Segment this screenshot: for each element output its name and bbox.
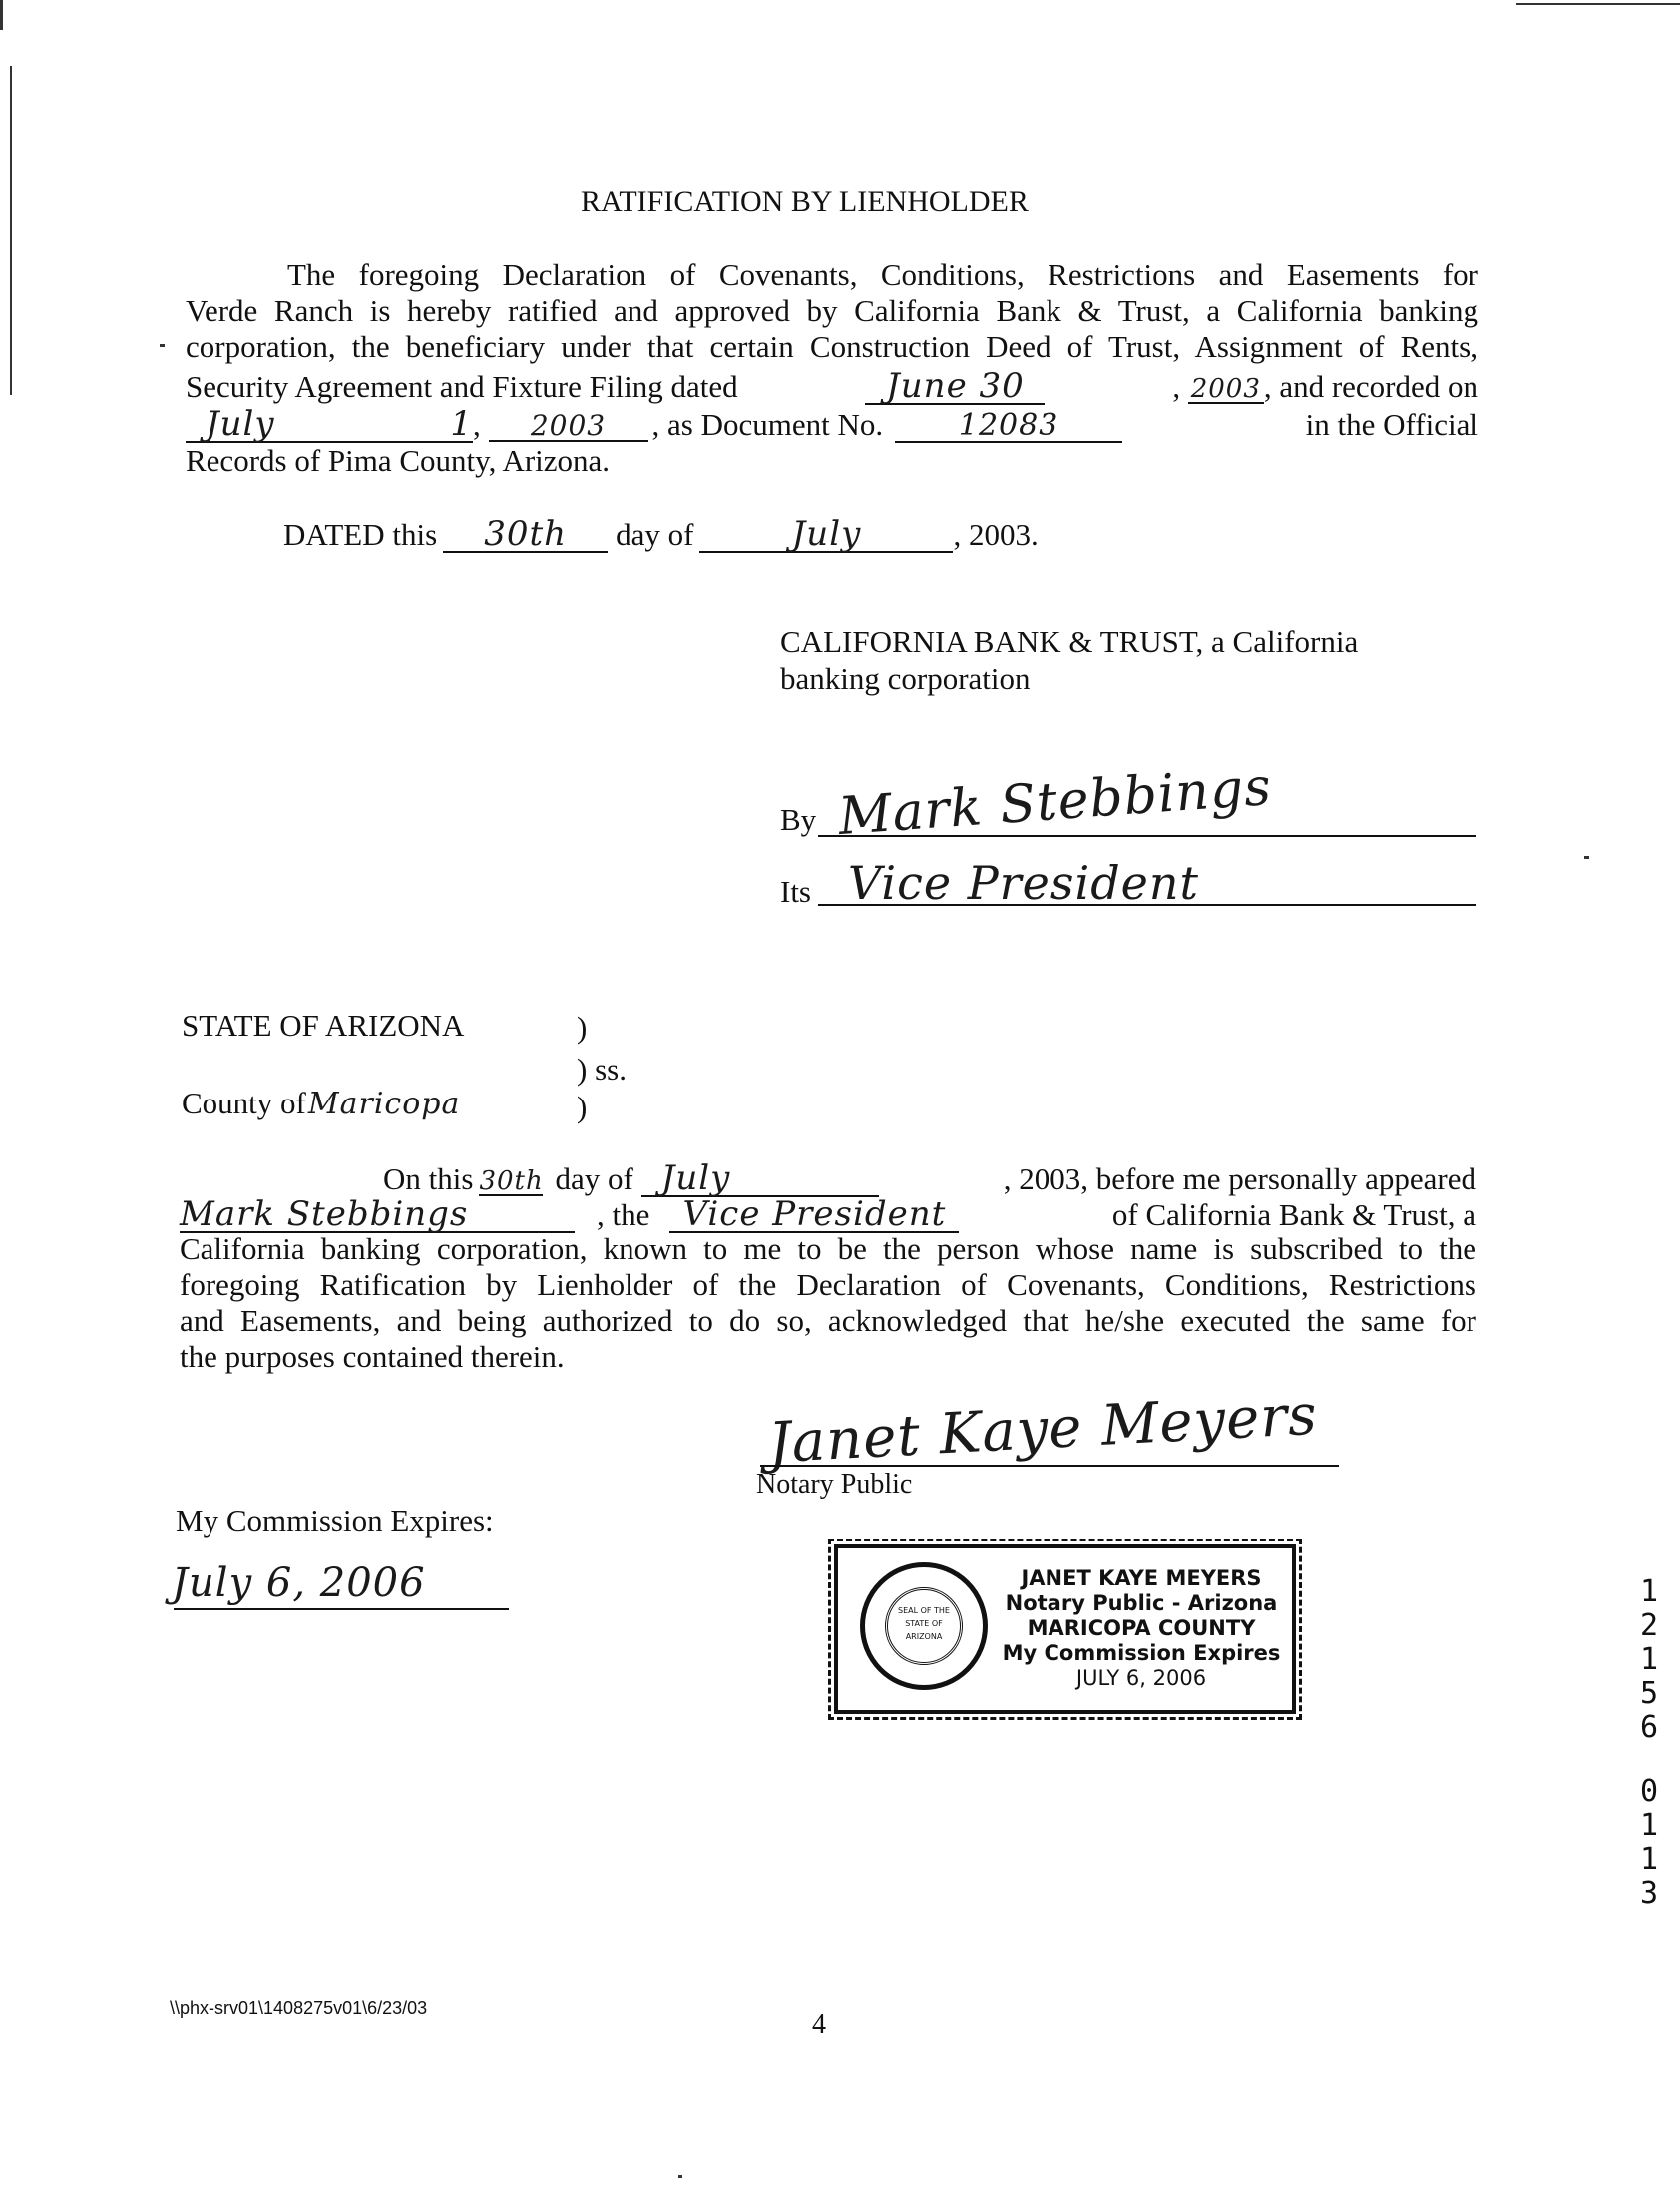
recorded-day-field: 1 xyxy=(393,407,473,443)
stamp-line-1: JANET KAYE MEYERS xyxy=(1021,1566,1262,1590)
by-label: By xyxy=(780,802,817,837)
county-value: Maricopa xyxy=(307,1087,461,1121)
document-no-label: , as Document No. xyxy=(651,407,884,442)
by-signature: Mark Stebbings xyxy=(836,756,1274,848)
its-label: Its xyxy=(780,874,811,909)
scan-artifact-dot-3 xyxy=(678,2175,682,2178)
venue-paren-1: ) xyxy=(577,1010,588,1045)
margin-digit-7: 1 xyxy=(1639,1808,1659,1843)
stamp-line-4: My Commission Expires xyxy=(1002,1641,1281,1665)
ack-title-field: Vice President xyxy=(669,1197,959,1233)
dated-day-field: 30th xyxy=(443,517,608,553)
state-seal-icon xyxy=(860,1562,988,1690)
ratification-line-4: Security Agreement and Fixture Filing dated June 30 , 2003, and recorded on xyxy=(186,366,1478,406)
scan-artifact-dot-1 xyxy=(160,344,165,347)
dated-middle: day of xyxy=(616,517,694,552)
footer-file-path: \\phx-srv01\1408275v01\6/23/03 xyxy=(170,1998,428,2018)
recorded-year-field: 2003 xyxy=(489,412,648,442)
county-label: County of xyxy=(182,1086,306,1120)
ack-paragraph xyxy=(180,1231,1476,1375)
margin-digit-8: 1 xyxy=(1639,1842,1659,1877)
ack-line-6: the purposes contained therein. xyxy=(180,1339,565,1374)
ack-line-1 xyxy=(180,1158,1476,1198)
ack-line-2-post: of California Bank & Trust, a xyxy=(1111,1197,1476,1232)
stamp-line-2: Notary Public - Arizona xyxy=(1005,1591,1278,1615)
dated-prefix: DATED this xyxy=(283,517,438,552)
notary-signature-line xyxy=(760,1465,1339,1467)
ack-the-label: , the xyxy=(597,1197,650,1232)
scan-artifact-top-right xyxy=(1516,3,1680,5)
recorded-month-field: July xyxy=(186,407,393,443)
ratification-line-5-post: in the Official xyxy=(1305,407,1478,442)
ack-line-1-post: , 2003, before me personally appeared xyxy=(1003,1161,1476,1196)
ack-month-field: July xyxy=(641,1161,879,1197)
margin-digit-1: 1 xyxy=(1639,1574,1659,1609)
margin-digit-6: 0 xyxy=(1639,1774,1659,1809)
ack-line-3: California banking corporation, known to me to be the person whose name is subscribed to the xyxy=(180,1231,1476,1266)
ratification-line-4-post: , and recorded on xyxy=(1263,369,1478,404)
margin-digit-5: 6 xyxy=(1639,1710,1659,1745)
notary-stamp xyxy=(834,1544,1296,1714)
scan-artifact-left-bar xyxy=(10,66,12,395)
dated-line xyxy=(283,514,1039,554)
margin-digit-2: 2 xyxy=(1639,1608,1659,1643)
ack-signer-name: Mark Stebbings xyxy=(180,1197,575,1233)
lender-name-line-1: CALIFORNIA BANK & TRUST, a California xyxy=(780,624,1359,659)
document-no-field: 12083 xyxy=(895,411,1122,443)
commission-date: July 6, 2006 xyxy=(172,1560,426,1606)
ratification-line-5: July 1 , 2003 , as Document No. 12083 in the Official xyxy=(186,407,1478,443)
stamp-line-3: MARICOPA COUNTY xyxy=(1027,1616,1256,1640)
ratification-line-3: corporation, the beneficiary under that certain Construction Deed of Trust, Assignment of Rents, xyxy=(186,329,1478,364)
commission-date-line xyxy=(174,1608,509,1610)
ack-line-4: foregoing Ratification by Lienholder of the Declaration of Covenants, Conditions, Restrictions xyxy=(180,1267,1476,1302)
dated-year-field: 2003 xyxy=(1188,376,1264,404)
ack-on-this: On this xyxy=(383,1161,474,1196)
ack-line-2 xyxy=(180,1194,1476,1234)
ratification-line-4-pre: Security Agreement and Fixture Filing dated xyxy=(186,369,738,404)
dated-suffix: , 2003. xyxy=(953,517,1039,552)
state-label: STATE OF ARIZONA xyxy=(182,1008,465,1043)
ratification-line-1: The foregoing Declaration of Covenants, Conditions, Restrictions and Easements for xyxy=(287,257,1478,292)
dated-month-day-field: June 30 xyxy=(865,369,1045,405)
ack-day-field: 30th xyxy=(479,1166,544,1196)
ratification-paragraph xyxy=(186,257,1478,365)
margin-digit-9: 3 xyxy=(1639,1876,1659,1911)
document-title: RATIFICATION BY LIENHOLDER xyxy=(581,185,1029,218)
notary-public-label: Notary Public xyxy=(756,1469,913,1500)
ratification-line-6: Records of Pima County, Arizona. xyxy=(186,443,611,478)
ack-line-5: and Easements, and being authorized to do so, acknowledged that he/she executed the same for xyxy=(180,1303,1476,1338)
margin-digit-3: 1 xyxy=(1639,1642,1659,1677)
stamp-text xyxy=(1000,1566,1283,1691)
ratification-line-2: Verde Ranch is hereby ratified and approved by California Bank & Trust, a California banking xyxy=(186,293,1478,328)
venue-paren-3: ) xyxy=(577,1090,588,1124)
stamp-line-5: JULY 6, 2006 xyxy=(1075,1666,1207,1690)
lender-name-line-2: banking corporation xyxy=(780,661,1031,696)
scan-artifact-dot-2 xyxy=(1584,856,1589,859)
dated-month-field: July xyxy=(699,517,953,553)
notary-signature: Janet Kaye Meyers xyxy=(766,1382,1320,1477)
scan-artifact-top-left xyxy=(0,0,3,30)
commission-label: My Commission Expires: xyxy=(176,1503,494,1538)
ack-day-of: day of xyxy=(555,1161,633,1196)
its-value: Vice President xyxy=(848,856,1199,910)
county-line xyxy=(182,1088,460,1119)
seal-text: SEAL OF THE STATE OF ARIZONA xyxy=(885,1587,963,1665)
page-number: 4 xyxy=(812,2009,826,2040)
venue-ss: ) ss. xyxy=(577,1052,627,1087)
margin-digit-4: 5 xyxy=(1639,1676,1659,1711)
